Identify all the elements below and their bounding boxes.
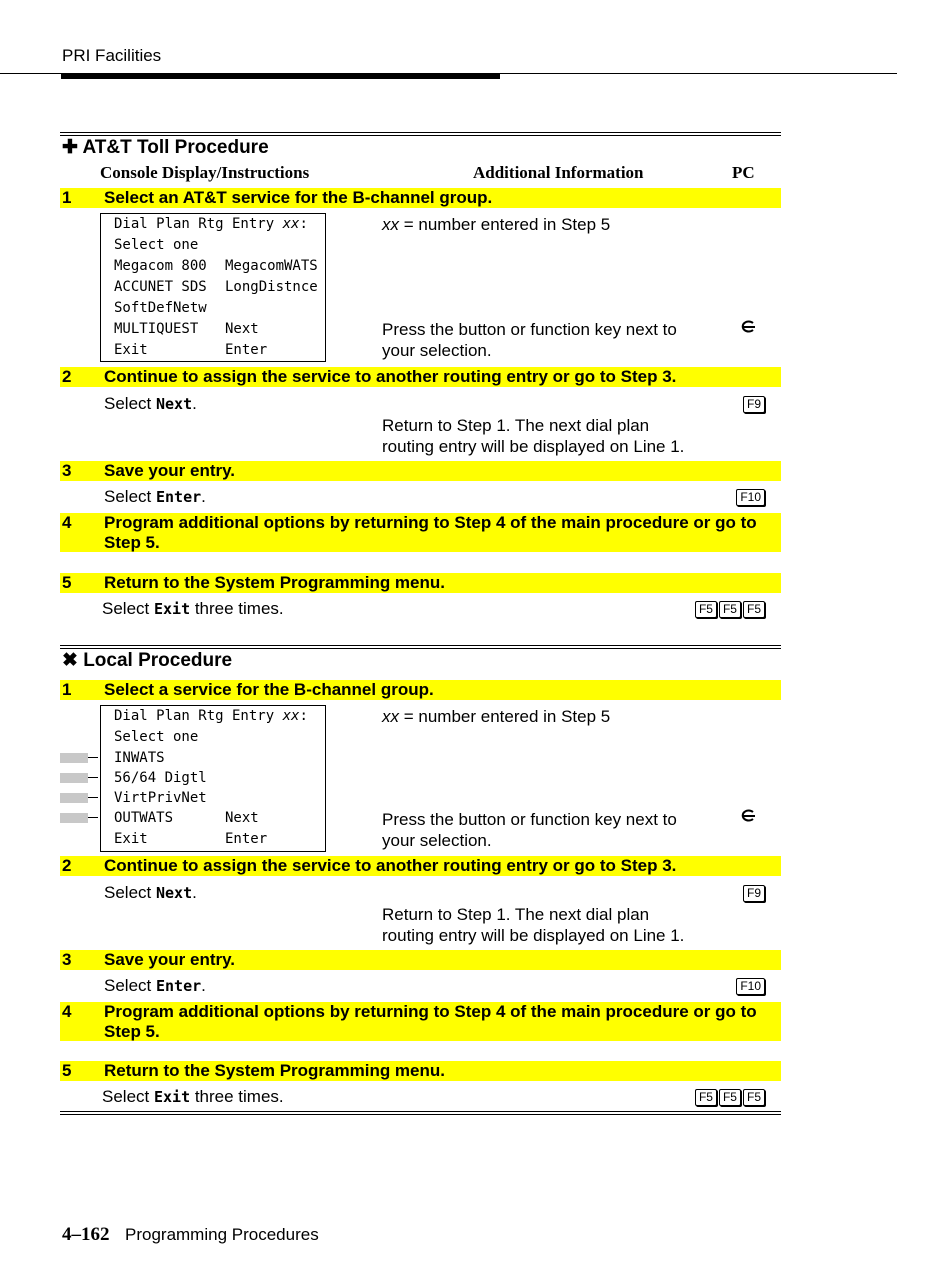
key-enter [736, 489, 765, 506]
function-key-f5[interactable]: F5 [695, 1089, 717, 1106]
console-option-megacomwats[interactable]: MegacomWATS [225, 258, 318, 274]
step-1 [60, 188, 781, 208]
console-option-multiquest[interactable]: MULTIQUEST [114, 321, 199, 337]
footer-section-title: Programming Procedures [125, 1225, 319, 1244]
return-arrow-icon [740, 809, 756, 823]
function-key-f5[interactable]: F5 [743, 1089, 765, 1106]
instruction-select-enter: Select Enter. [104, 487, 206, 506]
step-text: Save your entry. [104, 950, 236, 969]
function-key-f9[interactable]: F9 [743, 885, 765, 902]
exit-label[interactable]: Exit [153, 1088, 191, 1106]
step-2 [60, 856, 781, 876]
info-press-button: Press the button or function key next to your selection. [382, 810, 677, 850]
key-enter [736, 978, 765, 995]
enter-label[interactable]: Enter [155, 977, 202, 995]
page-number: 4–162 [62, 1224, 110, 1245]
info-xx: xx = number entered in Step 5 [382, 215, 611, 234]
step-5 [60, 1061, 781, 1081]
console-option-outwats[interactable]: OUTWATS [114, 810, 174, 826]
instruction-select-next: Select Next. [104, 883, 197, 902]
function-key-f10[interactable]: F10 [736, 978, 765, 995]
step-number: 1 [62, 188, 72, 207]
console-line-2: Select one [114, 729, 199, 745]
section-title-text: Local Procedure [83, 650, 233, 671]
console-option-enter[interactable]: Enter [225, 342, 268, 358]
running-header: PRI Facilities [62, 46, 162, 65]
key-next [743, 885, 765, 902]
console-display [100, 705, 326, 852]
section-end-rule [60, 1111, 781, 1115]
info-return-step-1: Return to Step 1. The next dial plan routing entry will be displayed on Line 1. [382, 416, 685, 456]
section-title [62, 649, 232, 672]
function-key-f5[interactable]: F5 [743, 601, 765, 618]
info-return-step-1: Return to Step 1. The next dial plan routing entry will be displayed on Line 1. [382, 905, 685, 945]
exit-label[interactable]: Exit [153, 600, 191, 618]
console-display [100, 213, 326, 362]
console-option-accunet-sds[interactable]: ACCUNET SDS [114, 279, 207, 295]
step-1 [60, 680, 781, 700]
return-arrow-icon [740, 320, 756, 334]
step-text: Select an AT&T service for the B-channel group. [104, 188, 493, 207]
step-4 [60, 513, 781, 552]
step-text: Return to the System Programming menu. [104, 1061, 445, 1080]
instruction-select-enter: Select Enter. [104, 976, 206, 995]
console-option-virtprivnet[interactable]: VirtPrivNet [114, 790, 207, 806]
console-option-exit[interactable]: Exit [114, 342, 148, 358]
keys-exit [695, 1089, 765, 1106]
step-2 [60, 367, 781, 387]
column-header-pc: PC [732, 163, 755, 182]
enter-label[interactable]: Enter [155, 488, 202, 506]
step-number: 2 [62, 856, 72, 875]
column-header-info: Additional Information [473, 163, 644, 182]
function-key-f9[interactable]: F9 [743, 396, 765, 413]
function-key-f10[interactable]: F10 [736, 489, 765, 506]
step-4 [60, 1002, 781, 1041]
step-text: Save your entry. [104, 461, 236, 480]
step-number: 4 [62, 1002, 72, 1021]
step-number: 5 [62, 573, 72, 592]
cross-x-icon: ✖ [62, 650, 78, 671]
console-option-inwats[interactable]: INWATS [114, 750, 165, 766]
console-option-exit[interactable]: Exit [114, 831, 148, 847]
instruction-select-exit: Select Exit three times. [102, 1087, 284, 1106]
instruction-select-next: Select Next. [104, 394, 197, 413]
step-number: 3 [62, 950, 72, 969]
line-button-marker [60, 753, 100, 763]
step-number: 4 [62, 513, 72, 532]
line-button-marker [60, 773, 100, 783]
section-title-text: AT&T Toll Procedure [82, 137, 269, 158]
line-button-marker [60, 813, 100, 823]
console-option-softdefnetw[interactable]: SoftDefNetw [114, 300, 207, 316]
line-button-marker [60, 793, 100, 803]
section-title [62, 136, 269, 159]
step-number: 3 [62, 461, 72, 480]
console-option-megacom-800[interactable]: Megacom 800 [114, 258, 207, 274]
next-label[interactable]: Next [155, 395, 193, 413]
step-number: 5 [62, 1061, 72, 1080]
step-text: Program additional options by returning to Step 4 of the main procedure or go to Step 5. [104, 513, 757, 552]
key-next [743, 396, 765, 413]
console-option-56-64-digtl[interactable]: 56/64 Digtl [114, 770, 207, 786]
step-number: 2 [62, 367, 72, 386]
keys-exit [695, 601, 765, 618]
console-option-enter[interactable]: Enter [225, 831, 268, 847]
step-3 [60, 461, 781, 481]
step-3 [60, 950, 781, 970]
step-text: Select a service for the B-channel group. [104, 680, 434, 699]
next-label[interactable]: Next [155, 884, 193, 902]
step-text: Continue to assign the service to another routing entry or go to Step 3. [104, 856, 677, 875]
cross-plus-icon: ✚ [62, 137, 78, 158]
console-line-1: Dial Plan Rtg Entry xx: [114, 708, 308, 724]
step-5 [60, 573, 781, 593]
function-key-f5[interactable]: F5 [719, 601, 741, 618]
function-key-f5[interactable]: F5 [719, 1089, 741, 1106]
step-number: 1 [62, 680, 72, 699]
info-press-button: Press the button or function key next to your selection. [382, 320, 677, 360]
step-text: Return to the System Programming menu. [104, 573, 445, 592]
info-xx: xx = number entered in Step 5 [382, 707, 611, 726]
instruction-select-exit: Select Exit three times. [102, 599, 284, 618]
step-text: Program additional options by returning to Step 4 of the main procedure or go to Step 5. [104, 1002, 757, 1041]
console-line-1: Dial Plan Rtg Entry xx: [114, 216, 308, 232]
console-line-2: Select one [114, 237, 199, 253]
header-bar [61, 73, 500, 79]
step-text: Continue to assign the service to another routing entry or go to Step 3. [104, 367, 677, 386]
console-option-next[interactable]: Next [225, 810, 259, 826]
function-key-f5[interactable]: F5 [695, 601, 717, 618]
console-option-next[interactable]: Next [225, 321, 259, 337]
column-header-console: Console Display/Instructions [100, 163, 310, 182]
console-option-longdistnce[interactable]: LongDistnce [225, 279, 318, 295]
